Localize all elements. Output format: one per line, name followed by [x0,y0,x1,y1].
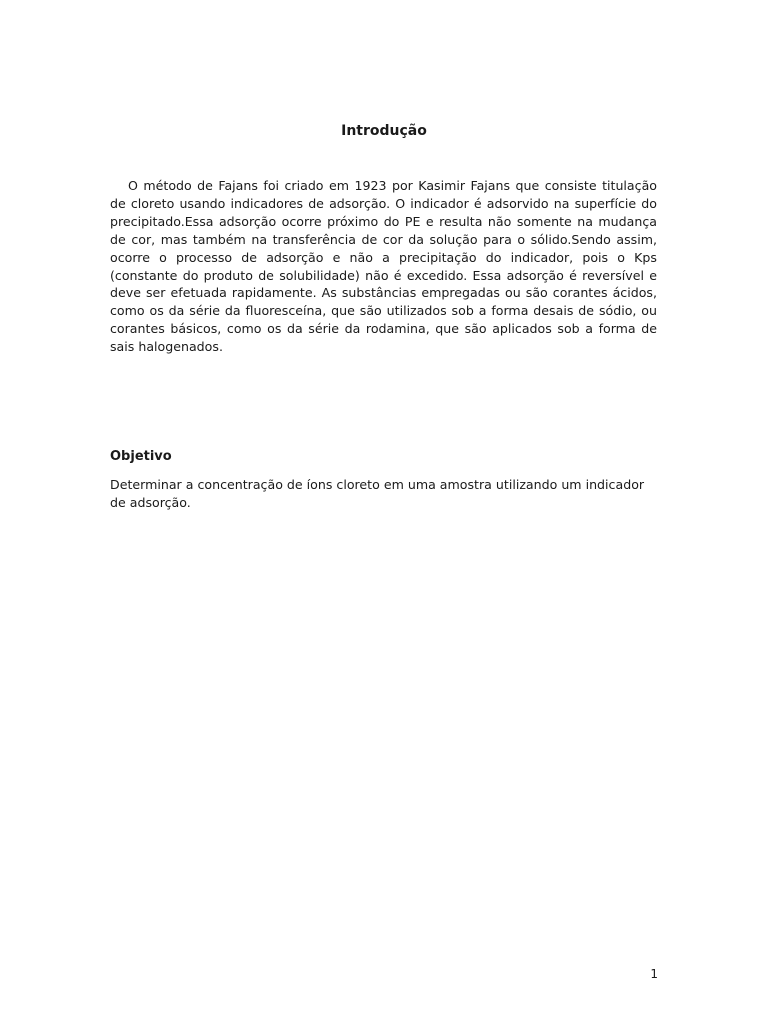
objective-heading: Objetivo [110,449,172,464]
intro-paragraph: O método de Fajans foi criado em 1923 por Kasimir Fajans que consiste titulação de cloreto usando indicadores de adsorção. O indicador é adsorvido na superfície do precipitado.Essa adsorção ocorre próximo do PE e resulta não somente na mudança de cor, mas também na transferência de cor da solução para o sólido.Sendo assim, ocorre o processo de adsorção e não a precipitação do indicador, pois o Kps (constante do produto de solubilidade) não é excedido. Essa adsorção é reversível e deve ser efetuada rapidamente. As substâncias empregadas ou são corantes ácidos, como os da série da fluoresceína, que são utilizados sob a forma desais de sódio, ou corantes básicos, como os da série da rodamina, que são aplicados sob a forma de sais halogenados. [110,178,657,355]
page-number: 1 [650,967,658,981]
objective-paragraph: Determinar a concentração de íons cloreto em uma amostra utilizando um indicador de adsorção. [110,477,645,510]
page-title: Introdução [341,123,427,139]
